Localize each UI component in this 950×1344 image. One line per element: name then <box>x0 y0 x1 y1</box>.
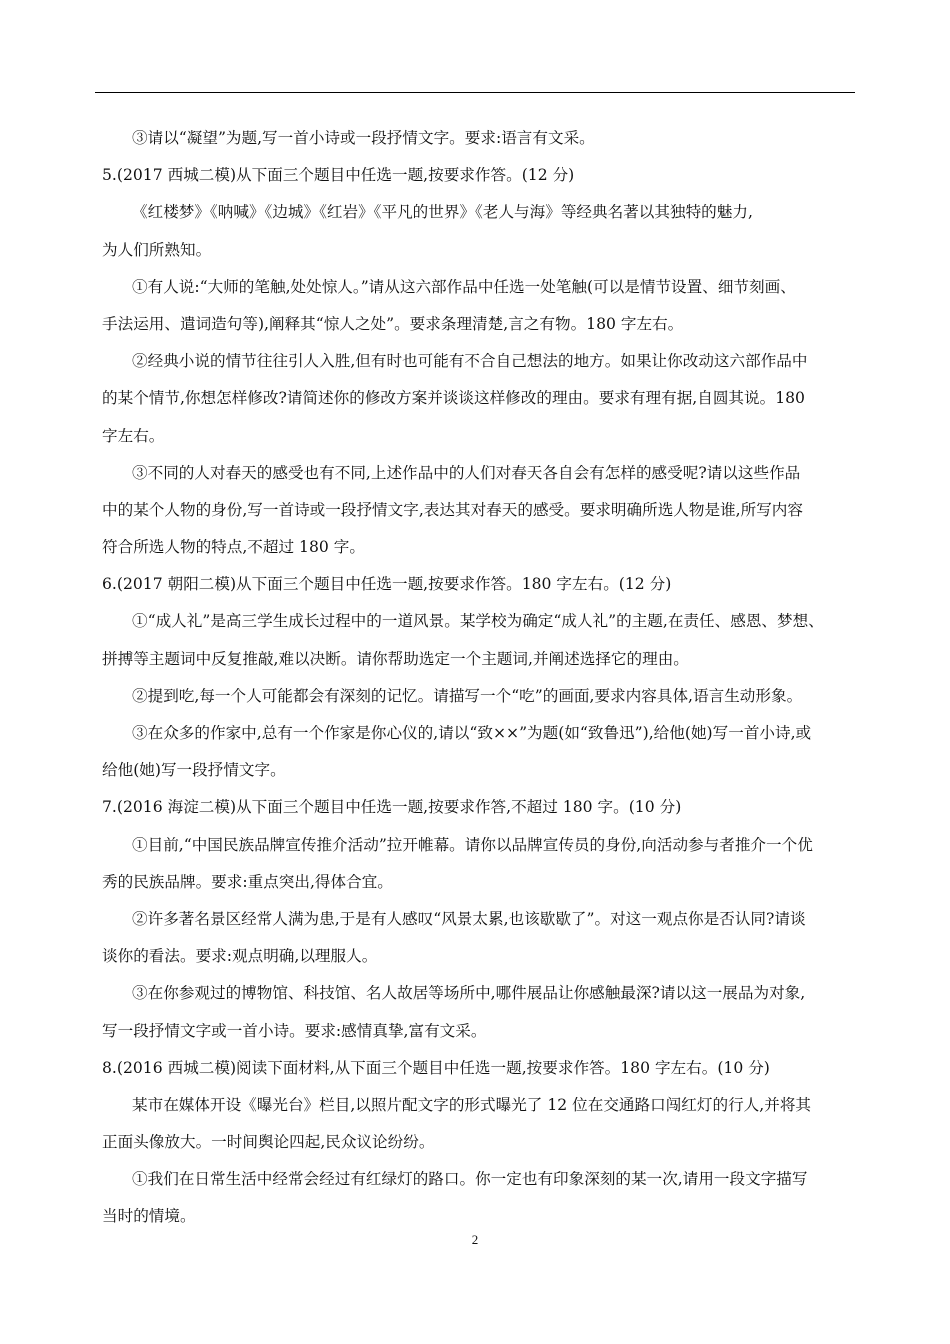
text-line: ②许多著名景区经常人满为患,于是有人感叹“风景太累,也该歇歇了”。对这一观点你是否认同?请谈 <box>132 909 806 928</box>
text-line: ①我们在日常生活中经常会经过有红绿灯的路口。你一定也有印象深刻的某一次,请用一段文字描写 <box>132 1170 808 1189</box>
text-line: 字左右。 <box>102 426 165 445</box>
text-line: ③在众多的作家中,总有一个作家是你心仪的,请以“致××”为题(如“致鲁迅”),给他(她)写一首小诗,或 <box>132 724 812 742</box>
text-line: ②提到吃,每一个人可能都会有深刻的记忆。请描写一个“吃”的画面,要求内容具体,语言生动形象。 <box>132 686 803 705</box>
text-line: 给他(她)写一段抒情文字。 <box>102 761 286 780</box>
page-number: 2 <box>471 1232 479 1247</box>
question-heading: 5.(2017 西城二模)从下面三个题目中任选一题,按要求作答。(12 分) <box>102 166 575 185</box>
text-line: ③不同的人对春天的感受也有不同,上述作品中的人们对春天各自会有怎样的感受呢?请以这些作品 <box>132 463 801 482</box>
text-line: ①“成人礼”是高三学生成长过程中的一道风景。某学校为确定“成人礼”的主题,在责任、感恩、梦想、 <box>132 612 824 631</box>
text-line: 当时的情境。 <box>102 1207 196 1226</box>
document-body <box>102 120 854 1236</box>
question-heading: 7.(2016 海淀二模)从下面三个题目中任选一题,按要求作答,不超过 180 字。(10 分) <box>102 798 682 817</box>
text-line: ③在你参观过的博物馆、科技馆、名人故居等场所中,哪件展品让你感触最深?请以这一展品为对象, <box>132 984 806 1003</box>
text-line: ①有人说:“大师的笔触,处处惊人。”请从这六部作品中任选一处笔触(可以是情节设置、细节刻画、 <box>132 277 796 296</box>
header-rule <box>95 92 855 93</box>
text-line: 的某个情节,你想怎样修改?请简述你的修改方案并谈谈这样修改的理由。要求有理有据,自圆其说。180 <box>102 389 805 408</box>
text-line: 拼搏等主题词中反复推敲,难以决断。请你帮助选定一个主题词,并阐述选择它的理由。 <box>102 649 689 668</box>
text-line: 秀的民族品牌。要求:重点突出,得体合宜。 <box>102 872 393 891</box>
text-line: ②经典小说的情节往往引人入胜,但有时也可能有不合自己想法的地方。如果让你改动这六部作品中 <box>132 352 808 371</box>
question-heading: 8.(2016 西城二模)阅读下面材料,从下面三个题目中任选一题,按要求作答。180 字左右。(10 分) <box>102 1058 770 1077</box>
text-line: ③请以“凝望”为题,写一首小诗或一段抒情文字。要求:语言有文采。 <box>132 129 595 147</box>
text-line: 中的某个人物的身份,写一首诗或一段抒情文字,表达其对春天的感受。要求明确所选人物是谁,所写内容 <box>102 500 803 519</box>
text-line: 《红楼梦》《呐喊》《边城》《红岩》《平凡的世界》《老人与海》等经典名著以其独特的魅力, <box>132 203 753 222</box>
text-line: 写一段抒情文字或一首小诗。要求:感情真挚,富有文采。 <box>102 1021 487 1040</box>
text-line: 正面头像放大。一时间舆论四起,民众议论纷纷。 <box>102 1133 435 1152</box>
text-line: ①目前,“中国民族品牌宣传推介活动”拉开帷幕。请你以品牌宣传员的身份,向活动参与者推介一个优 <box>132 835 813 854</box>
text-line: 谈你的看法。要求:观点明确,以理服人。 <box>102 947 378 966</box>
text-line: 为人们所熟知。 <box>102 240 212 259</box>
text-line: 符合所选人物的特点,不超过 180 字。 <box>102 538 365 557</box>
text-line: 手法运用、遣词造句等),阐释其“惊人之处”。要求条理清楚,言之有物。180 字左右。 <box>102 314 684 333</box>
text-line: 某市在媒体开设《曝光台》栏目,以照片配文字的形式曝光了 12 位在交通路口闯红灯的行人,并将其 <box>132 1095 812 1114</box>
question-heading: 6.(2017 朝阳二模)从下面三个题目中任选一题,按要求作答。180 字左右。(12 分) <box>102 575 672 594</box>
